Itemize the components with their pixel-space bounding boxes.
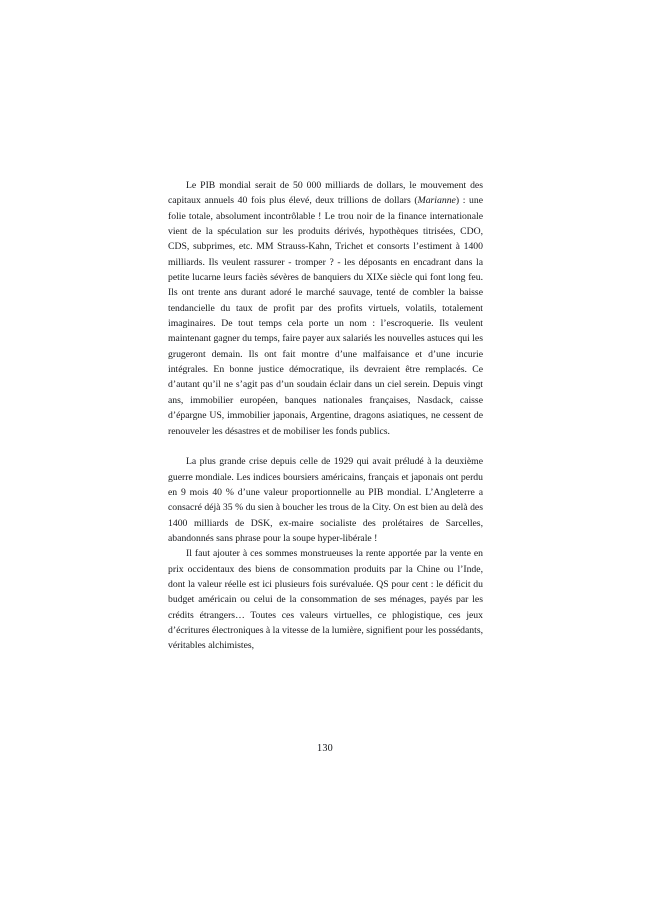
body-text-column xyxy=(168,178,483,654)
text-run: Il faut ajouter à ces sommes monstrueuses la rente apportée par la vente en prix occidentaux des biens de consommation produits par la Chine ou l’Inde, dont la valeur réelle est ici plusieurs fois surévaluée. QS pour cent : le déficit du budget américain ou celui de la consommation de ses ménages, payés par les crédits étrangers… Toutes ces valeurs virtuelles, ce phlogistique, ces jeux d’écritures électroniques à la vitesse de la lumière, signifient pour les possédants, véritables alchimistes, xyxy=(168,548,484,652)
body-paragraph xyxy=(168,546,483,653)
page-number-footer: 130 xyxy=(317,743,333,754)
italic-title-run: Marianne xyxy=(417,195,456,207)
body-paragraph xyxy=(168,454,483,546)
text-run: ) : une folie totale, absolument incontrôlable ! Le trou noir de la finance internationale vient de la spéculation sur les produits dérivés, hypothèques titrisées, CDO, CDS, subprimes, etc. MM Strauss-Kahn, Trichet et consorts l’estiment à 1400 milliards. Ils veulent rassurer - tromper ? - les déposants en encadrant dans la petite lucarne leurs faciès sévères de banquiers du XIXe siècle qui font long feu. Ils ont trente ans durant adoré le marché sauvage, tenté de combler la baisse tendancielle du taux de profit par des profits virtuels, volatils, totalement imaginaires. De tout temps cela porte un nom : l’escroquerie. Ils veulent maintenant gagner du temps, faire payer aux salariés les nouvelles astuces qui les grugeront demain. Ils ont fait montre d’une malfaisance et d’une incurie intégrales. En bonne justice démocratique, ils devraient être remplacés. Ce d’autant qu’il ne s’agit pas d’un soudain éclair dans un ciel serein. Depuis vingt ans, immobilier européen, banques nationales françaises, Nasdack, caisse d’épargne US, immobilier japonais, Argentine, dragons asiatiques, ne cessent de renouveler les désastres et de mobiliser les fonds publics. xyxy=(168,195,484,437)
body-paragraph xyxy=(168,178,483,439)
text-run: La plus grande crise depuis celle de 1929 qui avait préludé à la deuxième guerre mondiale. Les indices boursiers américains, français et japonais ont perdu en 9 mois 40 % d’une valeur proportionnelle au PIB mondial. L’Angleterre a consacré déjà 35 % du sien à boucher les trous de la City. On est bien au delà des 1400 milliards de DSK, ex-maire socialiste des prolétaires de Sarcelles, abandonnés sans phrase pour la soupe hyper-libérale ! xyxy=(168,456,483,544)
text-run: Le PIB mondial serait de 50 000 milliards de dollars, le mouvement des capitaux annuels 40 fois plus élevé, deux trillions de dollars ( xyxy=(168,180,483,207)
